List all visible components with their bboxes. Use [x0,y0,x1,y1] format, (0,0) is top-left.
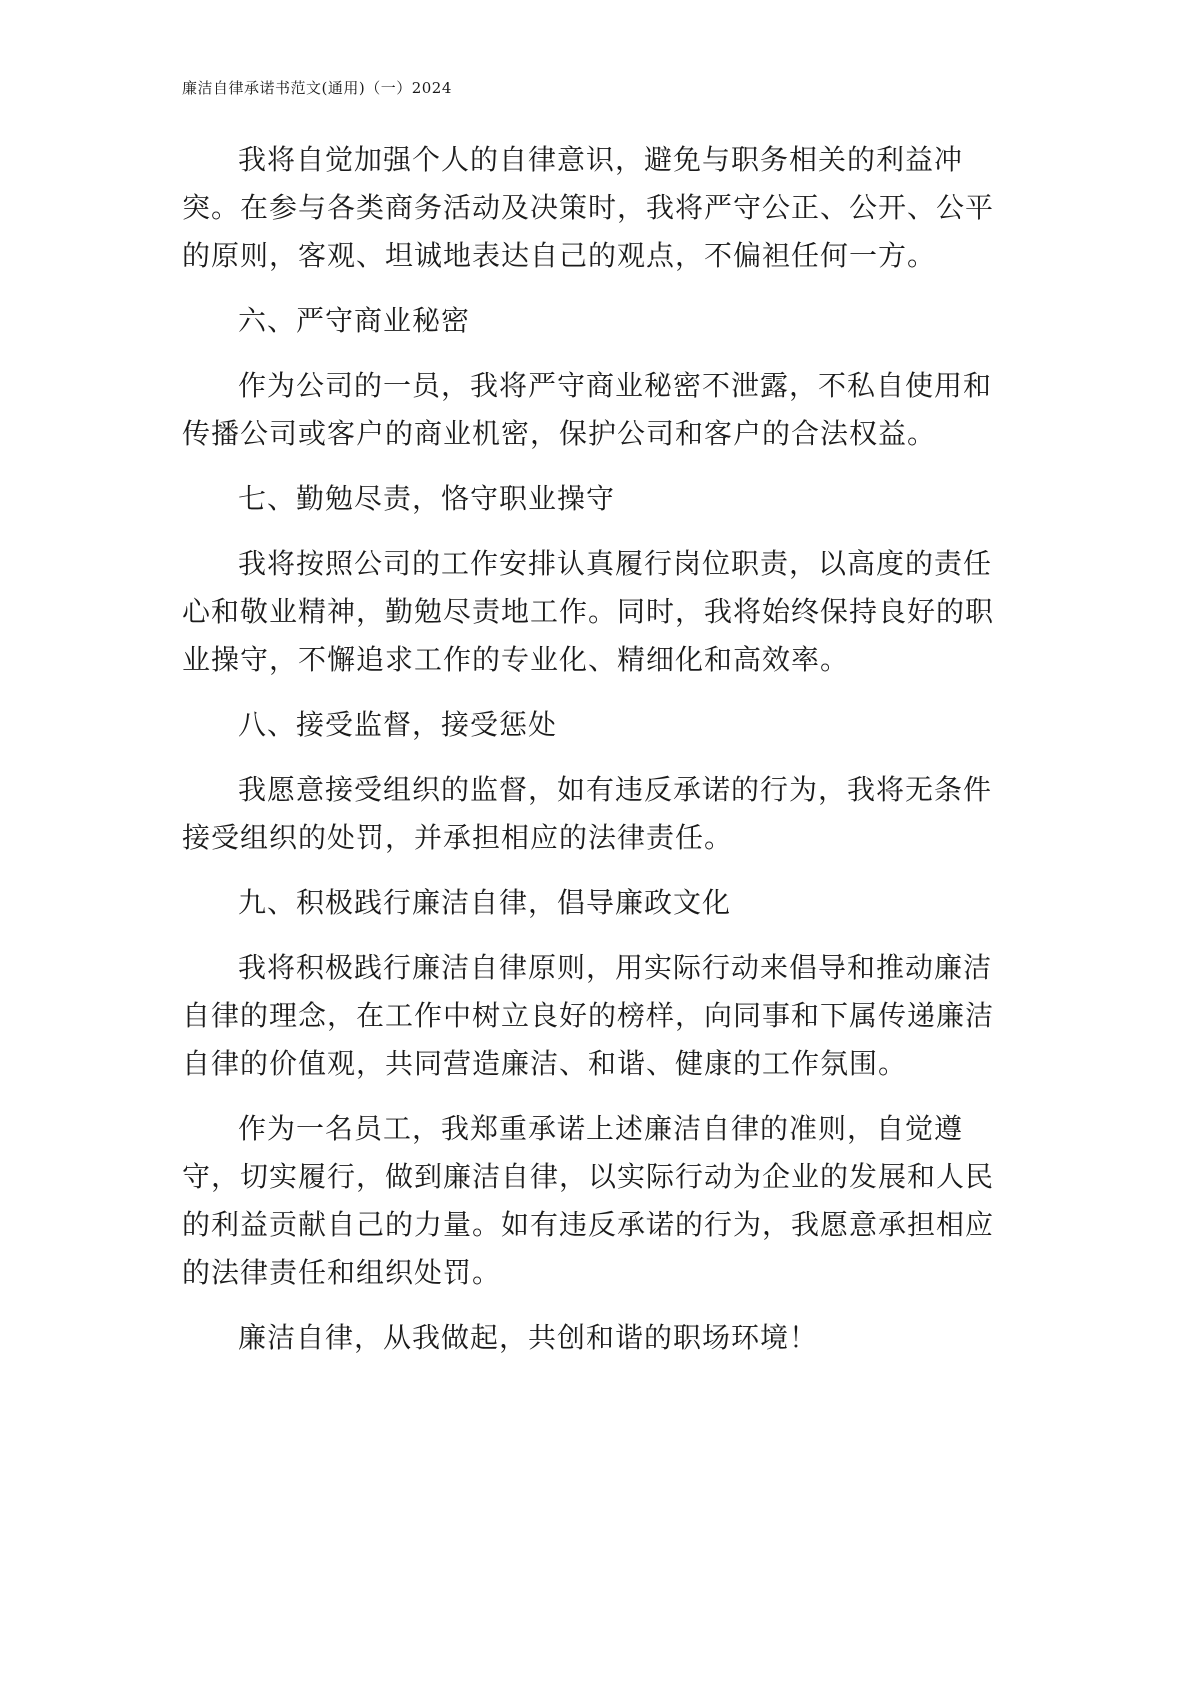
paragraph-section-9: 我将积极践行廉洁自律原则，用实际行动来倡导和推动廉洁自律的理念，在工作中树立良好的榜样，向同事和下属传递廉洁自律的价值观，共同营造廉洁、和谐、健康的工作氛围。 [182,951,995,1080]
section-heading-7: 七、勤勉尽责，恪守职业操守 [238,482,616,515]
paragraph-closing: 廉洁自律，从我做起，共创和谐的职场环境！ [238,1321,819,1354]
paragraph-pledge: 作为一名员工，我郑重承诺上述廉洁自律的准则，自觉遵守，切实履行，做到廉洁自律，以实际行动为企业的发展和人民的利益贡献自己的力量。如有违反承诺的行为，我愿意承担相应的法律责任和组织处罚。 [182,1112,995,1289]
paragraph-section-7: 我将按照公司的工作安排认真履行岗位职责，以高度的责任心和敬业精神，勤勉尽责地工作。同时，我将始终保持良好的职业操守，不懈追求工作的专业化、精细化和高效率。 [182,547,995,676]
section-heading-6: 六、严守商业秘密 [238,304,471,337]
section-heading-9: 九、积极践行廉洁自律，倡导廉政文化 [238,886,732,919]
document-body [182,136,1010,1379]
paragraph-section-6: 作为公司的一员，我将严守商业秘密不泄露，不私自使用和传播公司或客户的商业机密，保护公司和客户的合法权益。 [182,369,993,450]
section-heading-8: 八、接受监督，接受惩处 [238,708,558,741]
running-header: 廉洁自律承诺书范文(通用)（一）2024 [182,79,452,97]
paragraph-self-discipline: 我将自觉加强个人的自律意识，避免与职务相关的利益冲突。在参与各类商务活动及决策时，我将严守公正、公开、公平的原则，客观、坦诚地表达自己的观点，不偏袒任何一方。 [182,143,995,272]
paragraph-section-8: 我愿意接受组织的监督，如有违反承诺的行为，我将无条件接受组织的处罚，并承担相应的法律责任。 [182,773,993,854]
